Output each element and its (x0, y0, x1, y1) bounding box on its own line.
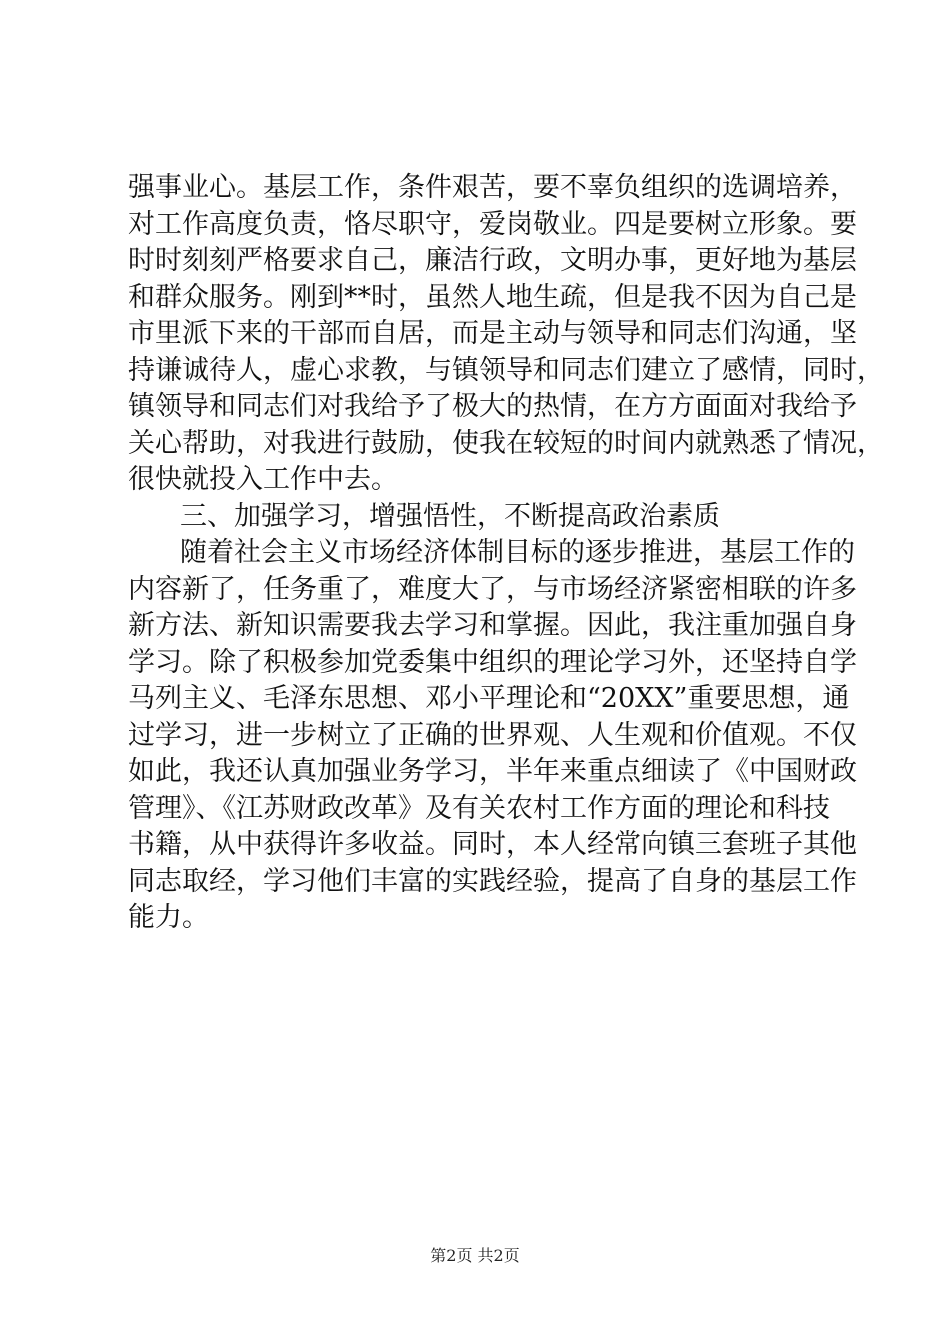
text-line: 随着社会主义市场经济体制目标的逐步推进，基层工作的 (180, 537, 855, 568)
text-line: 马列主义、毛泽东思想、邓小平理论和“20XX”重要思想，通 (128, 683, 850, 714)
section-heading: 三、加强学习，增强悟性，不断提高政治素质 (180, 500, 720, 532)
text-line: 书籍，从中获得许多收益。同时，本人经常向镇三套班子其他 (128, 829, 857, 860)
text-line: 和群众服务。刚到**时，虽然人地生疏，但是我不因为自己是 (128, 281, 857, 313)
text-line: 市里派下来的干部而自居，而是主动与领导和同志们沟通，坚 (128, 318, 857, 349)
text-line: 学习。除了积极参加党委集中组织的理论学习外，还坚持自学 (128, 646, 857, 678)
text-line: 很快就投入工作中去。 (128, 464, 398, 495)
text-line: 内容新了，任务重了，难度大了，与市场经济紧密相联的许多 (128, 573, 857, 605)
text-line: 持谦诚待人，虚心求教，与镇领导和同志们建立了感情，同时， (128, 354, 884, 386)
text-line: 强事业心。基层工作，条件艰苦，要不辜负组织的选调培养， (128, 172, 857, 203)
text-line: 同志取经，学习他们丰富的实践经验，提高了自身的基层工作 (128, 865, 857, 897)
page-number-footer: 第2页 共2页 (430, 1246, 520, 1265)
text-line: 时时刻刻严格要求自己，廉洁行政，文明办事，更好地为基层 (128, 245, 857, 276)
text-line: 能力。 (128, 902, 209, 933)
text-line: 过学习，进一步树立了正确的世界观、人生观和价值观。不仅 (128, 719, 857, 751)
document-body (128, 170, 884, 937)
text-line: 对工作高度负责，恪尽职守，爱岗敬业。四是要树立形象。要 (128, 208, 857, 240)
text-line: 如此，我还认真加强业务学习，半年来重点细读了《中国财政 (128, 756, 857, 787)
text-line: 镇领导和同志们对我给予了极大的热情，在方方面面对我给予 (128, 391, 857, 422)
text-line: 新方法、新知识需要我去学习和掌握。因此，我注重加强自身 (128, 610, 857, 641)
text-line: 管理》、《江苏财政改革》及有关农村工作方面的理论和科技 (128, 792, 830, 824)
text-line: 关心帮助，对我进行鼓励，使我在较短的时间内就熟悉了情况， (128, 427, 884, 459)
